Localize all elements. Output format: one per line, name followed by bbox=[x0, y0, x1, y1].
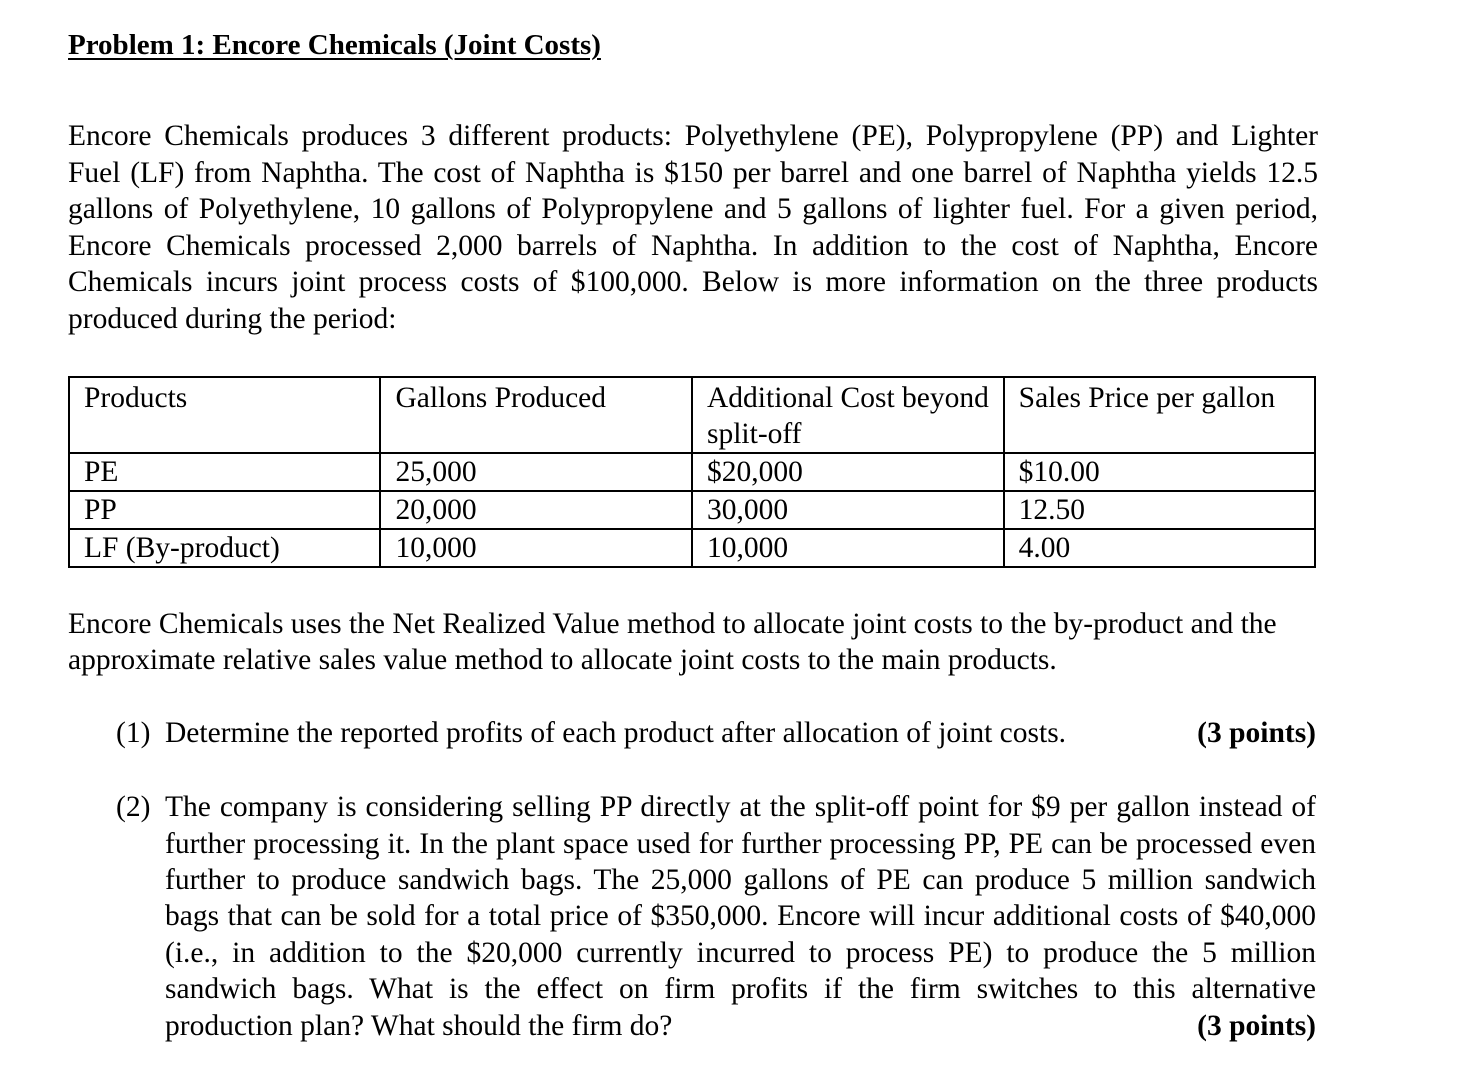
cell-product: LF (By-product) bbox=[69, 529, 380, 567]
cell-additional-cost: 30,000 bbox=[692, 491, 1004, 529]
header-products: Products bbox=[69, 377, 380, 453]
table-row bbox=[69, 491, 1315, 529]
cell-additional-cost: 10,000 bbox=[692, 529, 1004, 567]
table-row bbox=[69, 453, 1315, 491]
cell-product: PE bbox=[69, 453, 380, 491]
question-text: The company is considering selling PP directly at the split-off point for $9 per gallon instead of further processing it. In the plant space used for further processing PP, PE can be processed even further to produce sandwich bags. The 25,000 gallons of PE can produce 5 million sandwich bags that can be sold for a total price of $350,000. Encore will incur additional costs of $40,000 (i.e., in addition to the $20,000 currently incurred to process PE) to produce the 5 million sandwich bags. What is the effect on firm profits if the firm switches to this alternative production plan? What should the firm do? bbox=[165, 791, 1316, 1042]
question-number: (1) bbox=[116, 716, 151, 749]
product-table bbox=[68, 376, 1316, 568]
question-1 bbox=[116, 715, 1316, 751]
cell-sales-price: 12.50 bbox=[1004, 491, 1315, 529]
cell-product: PP bbox=[69, 491, 380, 529]
cell-sales-price: 4.00 bbox=[1004, 529, 1315, 567]
document-page bbox=[68, 24, 1318, 1044]
question-2 bbox=[116, 789, 1316, 1044]
question-points: (3 points) bbox=[1197, 1009, 1316, 1042]
cell-gallons: 10,000 bbox=[380, 529, 692, 567]
header-additional-cost: Additional Cost beyond split-off bbox=[692, 377, 1004, 453]
intro-paragraph: Encore Chemicals produces 3 different products: Polyethylene (PE), Polypropylene (PP) and Lighter Fuel (LF) from Naphtha. The cost of Naphtha is $150 per barrel and one barrel of Naphtha yields 12.5 gallons of Polyethylene, 10 gallons of Polypropylene and 5 gallons of lighter fuel. For a given period, Encore Chemicals processed 2,000 barrels of Naphtha. In addition to the cost of Naphtha, Encore Chemicals incurs joint process costs of $100,000. Below is more information on the three products produced during the period: bbox=[68, 120, 1318, 335]
cell-gallons: 20,000 bbox=[380, 491, 692, 529]
header-sales-price: Sales Price per gallon bbox=[1004, 377, 1315, 453]
cell-sales-price: $10.00 bbox=[1004, 453, 1315, 491]
method-paragraph: Encore Chemicals uses the Net Realized Value method to allocate joint costs to the by-product and the approximate relative sales value method to allocate joint costs to the main products. bbox=[68, 607, 1277, 677]
question-points: (3 points) bbox=[1197, 716, 1316, 749]
table-row bbox=[69, 529, 1315, 567]
cell-additional-cost: $20,000 bbox=[692, 453, 1004, 491]
table-header-row bbox=[69, 377, 1315, 453]
header-gallons: Gallons Produced bbox=[380, 377, 692, 453]
cell-gallons: 25,000 bbox=[380, 453, 692, 491]
problem-title: Problem 1: Encore Chemicals (Joint Costs) bbox=[68, 29, 601, 61]
question-number: (2) bbox=[116, 791, 151, 824]
question-text: Determine the reported profits of each product after allocation of joint costs. bbox=[165, 716, 1067, 749]
